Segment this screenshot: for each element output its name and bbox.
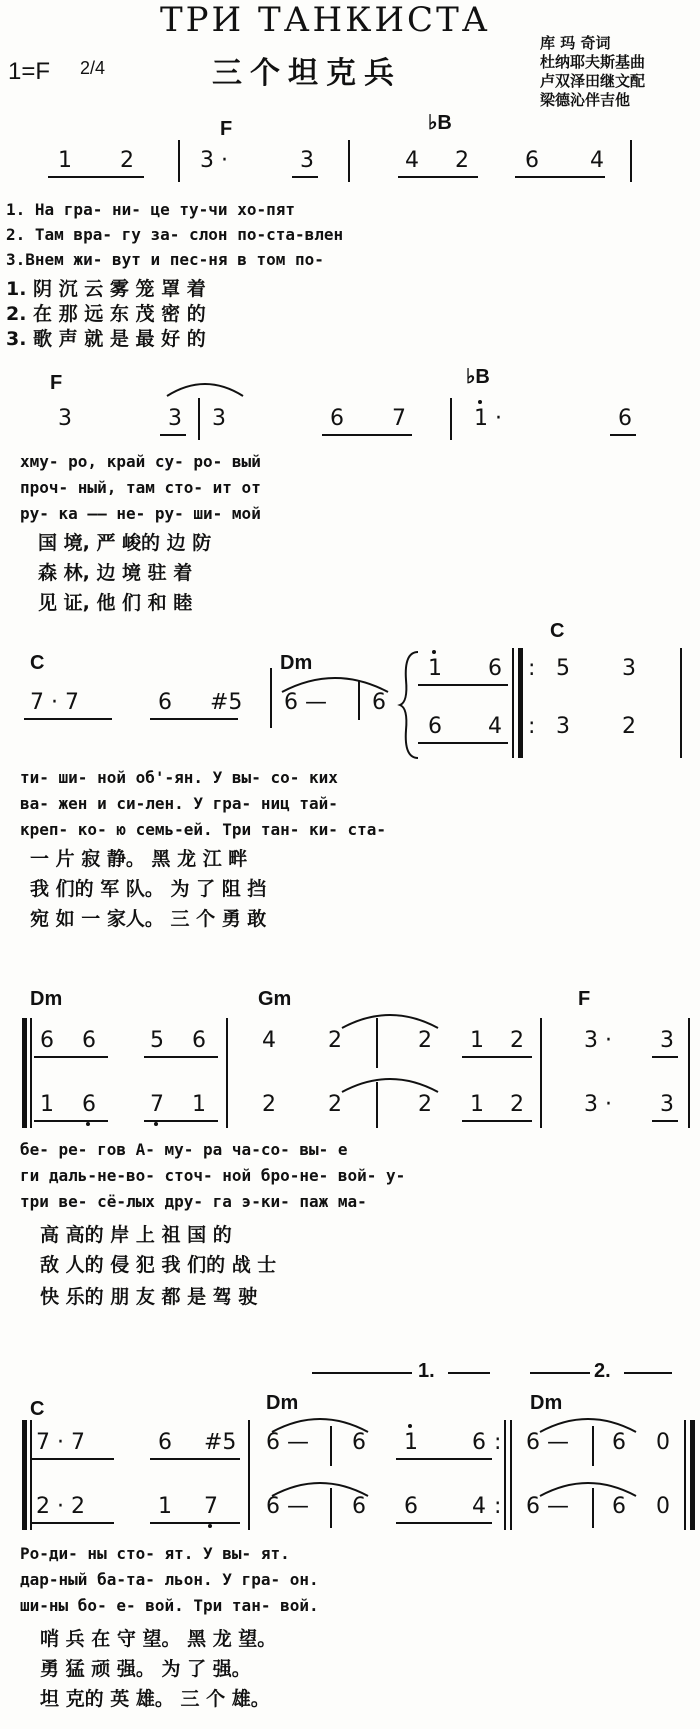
volta-bracket-2 (624, 1372, 672, 1374)
note: 3 (212, 406, 226, 431)
barline (330, 1426, 332, 1466)
note: 6 (488, 656, 502, 681)
time-signature: 2/4 (80, 58, 106, 78)
lyric-line: 见 证, 他 们 和 睦 (38, 592, 193, 614)
note: 0 (656, 1430, 670, 1455)
beam (418, 684, 508, 686)
note: 2 (328, 1092, 342, 1117)
note: 6 (158, 690, 172, 715)
note: 3 (660, 1092, 674, 1117)
note: 6 — (284, 690, 327, 715)
note: 1 (58, 148, 72, 173)
barline (540, 1018, 542, 1128)
barline (450, 398, 452, 440)
lyric-line: 1. На гра- ни- це ту-чи хо-пят (6, 200, 295, 219)
final-barline (690, 1420, 695, 1530)
chord-label: Gm (258, 988, 292, 1010)
beam (150, 1458, 240, 1460)
lyric-line: ги даль-не-во- сточ- ной бро-не- вой- у- (20, 1166, 406, 1185)
tie (340, 1072, 440, 1094)
beam (144, 1056, 218, 1058)
lyric-line: 2. Там вра- гу за- слон по-ста-влен (6, 225, 344, 244)
lyric-line: дар-ный ба-та- льон. У гра- он. (20, 1570, 319, 1589)
repeat-barline (22, 1018, 27, 1128)
note: 6 — (526, 1494, 569, 1519)
lyric-line: бе- ре- гов А- му- ра ча-со- вы- е (20, 1140, 348, 1159)
note: 6 (525, 148, 539, 173)
note: 1 (40, 1092, 54, 1117)
note: 1 (470, 1028, 484, 1053)
note: 3 (556, 714, 570, 739)
lyric-line: 我 们的 军 队。 为 了 阻 挡 (30, 878, 267, 900)
note: 6 (82, 1092, 96, 1117)
volta-label: 1. (418, 1360, 435, 1382)
credit-composer: 杜纳耶夫斯基曲 (540, 53, 646, 71)
beam (34, 1120, 108, 1122)
beam (418, 742, 508, 744)
beam (34, 1056, 108, 1058)
chord-label: C (30, 1398, 45, 1420)
lyric-line: 森 林, 边 境 驻 着 (38, 562, 193, 584)
note: 2 (510, 1092, 524, 1117)
note: 6 (352, 1430, 366, 1455)
note: 2 (120, 148, 134, 173)
beam (32, 1522, 114, 1524)
repeat-dots: : (528, 714, 536, 739)
note: #5 (210, 690, 243, 715)
key-signature: 1=F (8, 58, 51, 85)
beam (144, 1120, 218, 1122)
barline (30, 1018, 32, 1128)
barline (30, 1420, 32, 1530)
beam (398, 176, 478, 178)
beam (160, 434, 186, 436)
note: 2 (328, 1028, 342, 1053)
note: 6 (472, 1430, 486, 1455)
credit-lyricist: 库 玛 奇词 (540, 34, 611, 52)
note: 1 (158, 1494, 172, 1519)
lyric-line: 快 乐的 朋 友 都 是 驾 驶 (40, 1286, 258, 1308)
barline (512, 648, 514, 758)
barline (592, 1426, 594, 1466)
note: 6 — (526, 1430, 569, 1455)
note: 2 (262, 1092, 276, 1117)
beam (652, 1120, 678, 1122)
tie (340, 1008, 440, 1030)
lyric-line: 1. 阴 沉 云 雾 笼 罩 着 (6, 278, 206, 300)
lyric-line: 坦 克的 英 雄。 三 个 雄。 (40, 1688, 270, 1710)
note: 3 (300, 148, 314, 173)
volta-bracket-1 (312, 1372, 412, 1374)
note: 6 — (266, 1430, 309, 1455)
octave-dot (208, 1524, 212, 1528)
volta-bracket-1 (448, 1372, 490, 1374)
repeat-dots: : (494, 1430, 502, 1455)
beam (32, 1458, 114, 1460)
note: 7 (204, 1494, 218, 1519)
note: 6 (428, 714, 442, 739)
lyric-line: 敌 人的 侵 犯 我 们的 战 士 (40, 1254, 277, 1276)
note: 6 (352, 1494, 366, 1519)
note: 7 (150, 1092, 164, 1117)
barline (504, 1420, 506, 1530)
chord-label: F (50, 372, 63, 394)
beam (515, 176, 605, 178)
note: 6 (404, 1494, 418, 1519)
note: 1 (470, 1092, 484, 1117)
lyric-line: 一 片 寂 静。 黑 龙 江 畔 (30, 848, 248, 870)
note: #5 (204, 1430, 237, 1455)
note: 6 (372, 690, 386, 715)
chord-label: C (30, 652, 45, 674)
octave-dot (408, 1424, 412, 1428)
beam (652, 1056, 678, 1058)
octave-dot (432, 650, 436, 654)
credit-guitar: 梁德沁伴吉他 (540, 91, 631, 109)
barline (358, 680, 360, 720)
note: 1 (428, 656, 442, 681)
lyric-line: 2. 在 那 远 东 茂 密 的 (6, 303, 206, 325)
chord-label: Dm (280, 652, 313, 674)
note: 6 (192, 1028, 206, 1053)
chord-label: Dm (530, 1392, 563, 1414)
note: 3 (622, 656, 636, 681)
chord-label: C (550, 620, 565, 642)
chord-label: F (220, 118, 233, 140)
barline (684, 1420, 686, 1530)
brace (400, 650, 420, 760)
chord-label: F (578, 988, 591, 1010)
volta-bracket-2 (530, 1372, 590, 1374)
lyric-line: 高 高的 岸 上 祖 国 的 (40, 1224, 232, 1246)
barline (198, 398, 200, 440)
lyric-line: 3.Внем жи- вут и пес-ня в том по- (6, 250, 324, 269)
credit-arranger: 卢双泽田继文配 (540, 72, 646, 90)
barline (270, 668, 272, 728)
beam (396, 1458, 492, 1460)
note: 1 (192, 1092, 206, 1117)
chord-label: Dm (266, 1392, 299, 1414)
repeat-barline (518, 648, 523, 758)
repeat-dots: : (528, 656, 536, 681)
note: 6 (612, 1430, 626, 1455)
barline (680, 648, 682, 758)
volta-label: 2. (594, 1360, 611, 1382)
beam (462, 1056, 532, 1058)
note: 6 (40, 1028, 54, 1053)
lyric-line: три ве- сё-лых дру- га э-ки- паж ма- (20, 1192, 367, 1211)
note: 3 · (200, 148, 228, 173)
barline (376, 1018, 378, 1068)
note: 2 (622, 714, 636, 739)
barline (630, 140, 632, 182)
note: 1 · (474, 406, 502, 431)
note: 2 (455, 148, 469, 173)
lyric-line: 勇 猛 顽 强。 为 了 强。 (40, 1658, 251, 1680)
repeat-barline (22, 1420, 27, 1530)
lyric-line: 3. 歌 声 就 是 最 好 的 (6, 328, 206, 350)
beam (462, 1120, 532, 1122)
octave-dot (86, 1122, 90, 1126)
lyric-line: хму- ро, край су- ро- вый (20, 452, 261, 471)
note: 4 (590, 148, 604, 173)
lyric-line: 哨 兵 在 守 望。 黑 龙 望。 (40, 1628, 277, 1650)
note: 7 · 7 (36, 1430, 85, 1455)
beam (150, 718, 238, 720)
note: 0 (656, 1494, 670, 1519)
note: 2 · 2 (36, 1494, 85, 1519)
lyric-line: ши-ны бо- е- вой. Три тан- вой. (20, 1596, 319, 1615)
lyric-line: проч- ный, там сто- ит от (20, 478, 261, 497)
barline (226, 1018, 228, 1128)
note: 6 (612, 1494, 626, 1519)
beam (24, 718, 112, 720)
note: 6 (618, 406, 632, 431)
chord-label: Dm (30, 988, 63, 1010)
chord-label: ♭B (428, 112, 452, 134)
note: 5 (556, 656, 570, 681)
beam (610, 434, 636, 436)
barline (510, 1420, 512, 1530)
lyric-line: ти- ши- ной об'-ян. У вы- со- ких (20, 768, 338, 787)
note: 4 (488, 714, 502, 739)
note: 6 (158, 1430, 172, 1455)
repeat-dots: : (494, 1494, 502, 1519)
lyric-line: креп- ко- ю семь-ей. Три тан- ки- ста- (20, 820, 387, 839)
note: 7 (392, 406, 406, 431)
note: 4 (472, 1494, 486, 1519)
note: 4 (405, 148, 419, 173)
barline (178, 140, 180, 182)
note: 3 · (584, 1028, 612, 1053)
chord-label: ♭B (466, 366, 490, 388)
note: 5 (150, 1028, 164, 1053)
beam (150, 1522, 240, 1524)
note: 3 · (584, 1092, 612, 1117)
note: 2 (418, 1092, 432, 1117)
note: 6 (82, 1028, 96, 1053)
chinese-title: 三个坦克兵 (212, 56, 402, 91)
beam (48, 176, 144, 178)
barline (376, 1082, 378, 1128)
barline (348, 140, 350, 182)
lyric-line: ру- ка —— не- ру- ши- мой (20, 504, 261, 523)
lyric-line: 国 境, 严 峻的 边 防 (38, 532, 212, 554)
barline (592, 1488, 594, 1528)
lyric-line: Ро-ди- ны сто- ят. У вы- ят. (20, 1544, 290, 1563)
barline (248, 1420, 250, 1530)
beam (292, 176, 318, 178)
note: 7 · 7 (30, 690, 79, 715)
note: 4 (262, 1028, 276, 1053)
note: 3 (660, 1028, 674, 1053)
note: 3 (58, 406, 72, 431)
note: 3 (168, 406, 182, 431)
russian-title: ТРИ ТАНКИСТА (160, 0, 491, 40)
lyric-line: 宛 如 一 家人。 三 个 勇 敢 (30, 908, 267, 930)
note: 2 (418, 1028, 432, 1053)
note: 1 (404, 1430, 418, 1455)
note: 6 (330, 406, 344, 431)
beam (322, 434, 412, 436)
note: 2 (510, 1028, 524, 1053)
barline (330, 1488, 332, 1528)
octave-dot (478, 400, 482, 404)
tie (165, 378, 245, 398)
beam (396, 1522, 492, 1524)
barline (688, 1018, 690, 1128)
note: 6 — (266, 1494, 309, 1519)
octave-dot (154, 1122, 158, 1126)
lyric-line: ва- жен и си-лен. У гра- ниц тай- (20, 794, 338, 813)
